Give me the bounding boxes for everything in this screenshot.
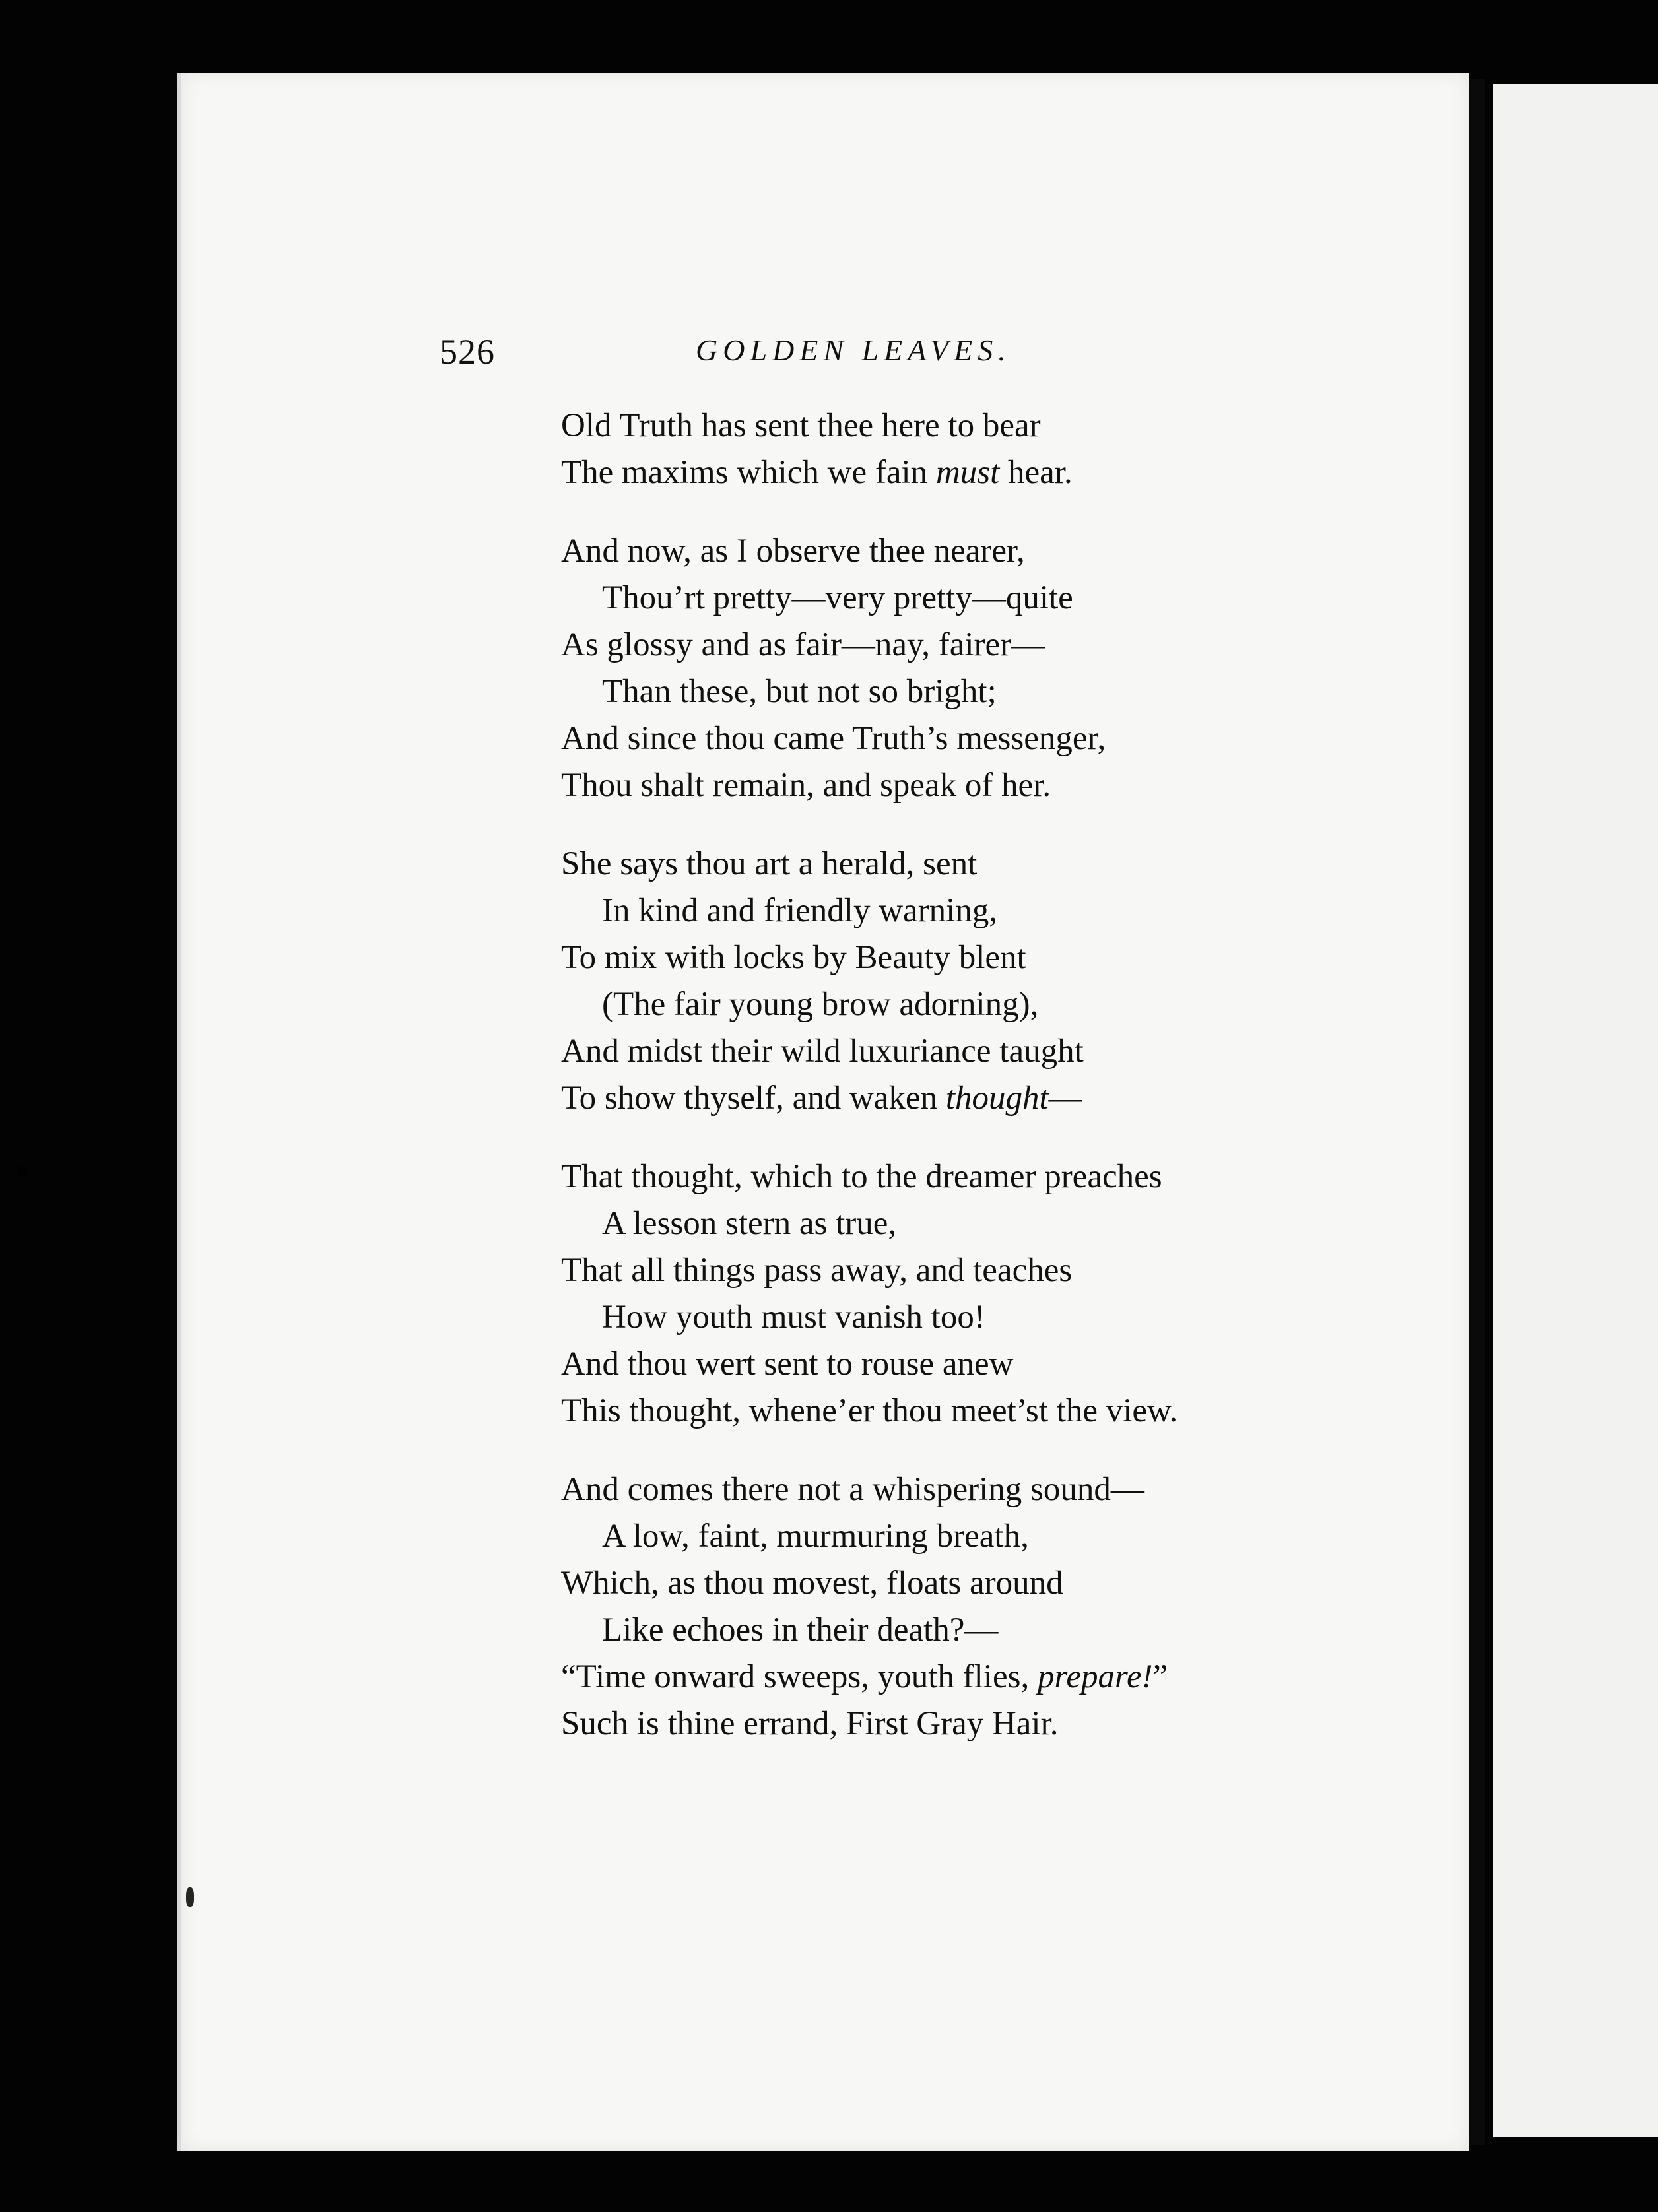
poem-line: (The fair young brow adorning),	[602, 986, 1039, 1023]
poem-line: Old Truth has sent thee here to bear	[561, 407, 1041, 444]
stanza	[561, 1466, 1445, 1747]
running-title: GOLDEN LEAVES.	[696, 333, 1011, 367]
poem-line: A low, faint, murmuring breath,	[602, 1518, 1029, 1555]
poem-line: That all things pass away, and teaches	[561, 1252, 1073, 1289]
poem-line: This thought, whene’er thou meet’st the view.	[561, 1392, 1178, 1429]
poem-line: To mix with locks by Beauty blent	[561, 939, 1026, 976]
facing-page-edge	[1493, 84, 1658, 2137]
line-text: hear.	[999, 454, 1073, 491]
stanza	[561, 528, 1445, 809]
poem-line: Thou’rt pretty—very pretty—quite	[602, 579, 1073, 616]
line-text: —	[1048, 1080, 1082, 1117]
poem-line: Such is thine errand, First Gray Hair.	[561, 1705, 1059, 1742]
emphasized-word: prepare!	[1037, 1658, 1153, 1695]
poem-line: She says thou art a herald, sent	[561, 845, 978, 882]
poem-line: Than these, but not so bright;	[602, 673, 997, 710]
running-head	[181, 323, 1469, 383]
poem-line	[561, 1075, 1445, 1122]
poem-body	[561, 403, 1445, 1779]
line-text: To show thyself, and waken	[561, 1080, 946, 1117]
poem-line: Like echoes in their death?—	[602, 1611, 999, 1648]
poem-line: Thou shalt remain, and speak of her.	[561, 767, 1051, 804]
poem-line: And now, as I observe thee nearer,	[561, 533, 1025, 569]
stanza	[561, 403, 1445, 496]
poem-line	[561, 1654, 1445, 1701]
poem-line: Which, as thou movest, floats around	[561, 1565, 1063, 1602]
stanza	[561, 841, 1445, 1122]
poem-line: A lesson stern as true,	[602, 1205, 897, 1242]
line-text: The maxims which we fain	[561, 454, 936, 491]
poem-line	[561, 449, 1445, 496]
poem-line: And midst their wild luxuriance taught	[561, 1033, 1084, 1070]
book-page	[177, 73, 1469, 2151]
line-text: “Time onward sweeps, youth flies,	[561, 1658, 1038, 1695]
line-text: ”	[1152, 1658, 1168, 1695]
emphasized-word: thought	[945, 1080, 1049, 1117]
scan-speck	[17, 1167, 26, 1176]
poem-line: As glossy and as fair—nay, fairer—	[561, 626, 1045, 663]
poem-line: That thought, which to the dreamer preaches	[561, 1158, 1162, 1195]
emphasized-word: must	[935, 454, 1000, 491]
page-number: 526	[440, 332, 495, 372]
poem-line: And comes there not a whispering sound—	[561, 1471, 1144, 1508]
poem-line: And thou wert sent to rouse anew	[561, 1346, 1014, 1382]
scan-speck	[186, 1887, 194, 1907]
poem-line: In kind and friendly warning,	[602, 892, 998, 929]
poem-line: And since thou came Truth’s messenger,	[561, 720, 1106, 757]
stanza	[561, 1154, 1445, 1435]
poem-line: How youth must vanish too!	[602, 1299, 985, 1336]
